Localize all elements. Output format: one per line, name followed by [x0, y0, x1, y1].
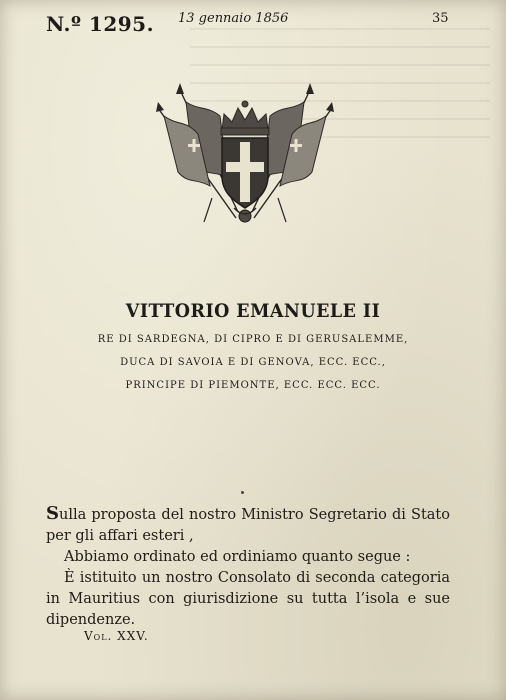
decree-number: N.º 1295. [46, 12, 155, 36]
page-header [0, 8, 506, 38]
drop-cap: S [46, 503, 59, 524]
page-number: 35 [432, 11, 449, 26]
paragraph-consulate: È istituito un nostro Consolato di seconda categoria in Mauritius con giurisdizione su tutta l’isola e sue dipendenze. [46, 570, 450, 628]
section-divider-dot [241, 491, 244, 494]
paragraph-order: Abbiamo ordinato ed ordiniamo quanto segue : [64, 549, 411, 565]
paragraph-proposal [46, 503, 450, 547]
coat-of-arms-icon [150, 80, 340, 230]
decree-body [46, 503, 450, 631]
sovereign-title: VITTORIO EMANUELE II [125, 300, 381, 322]
subtitle-line-1: RE DI SARDEGNA, DI CIPRO E DI GERUSALEMME, [97, 334, 409, 345]
subtitle-line-3: PRINCIPE DI PIEMONTE, ECC. ECC. ECC. [125, 380, 381, 391]
decree-date: 13 gennaio 1856 [178, 11, 289, 26]
subtitle-line-2: DUCA DI SAVOIA E DI GENOVA, ECC. ECC., [120, 357, 386, 368]
volume-label: Vol. XXV. [84, 629, 149, 643]
paragraph-proposal-text: ulla proposta del nostro Ministro Segretario di Stato per gli affari esteri , [46, 507, 450, 544]
